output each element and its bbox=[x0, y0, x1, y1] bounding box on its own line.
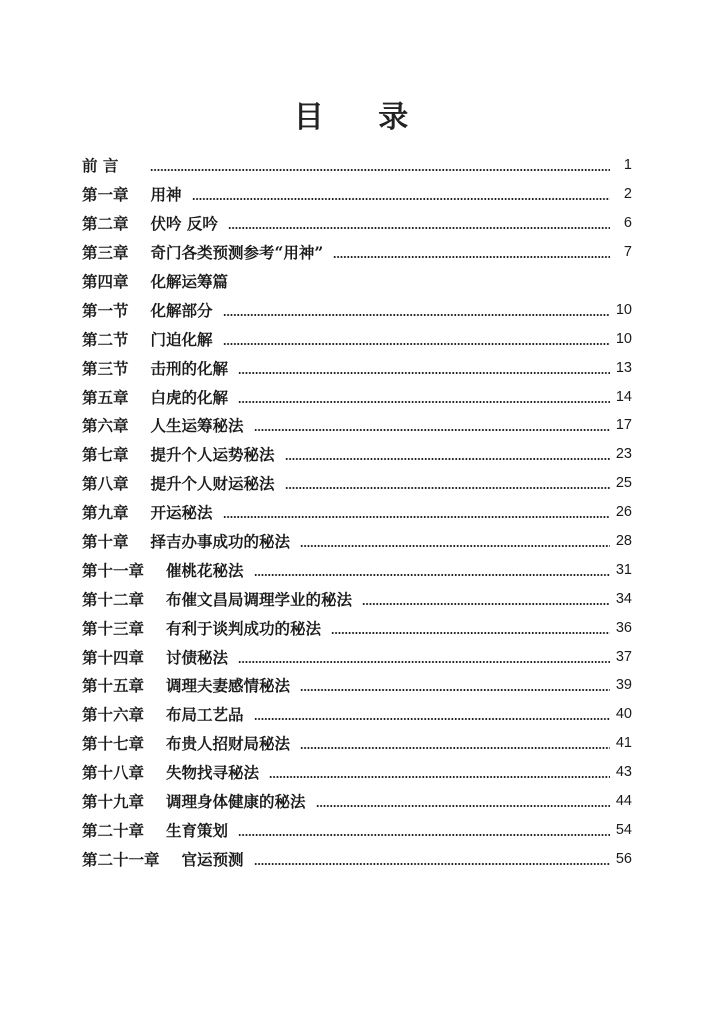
dot-leader bbox=[316, 805, 610, 807]
toc-entry[interactable] bbox=[82, 469, 632, 498]
toc-entry-title: 择吉办事成功的秘法 bbox=[150, 532, 291, 552]
toc-entry-page: 28 bbox=[615, 533, 632, 550]
toc-entry-page: 17 bbox=[615, 417, 632, 434]
toc-entry[interactable] bbox=[82, 238, 632, 267]
toc-entry-page: 34 bbox=[615, 590, 632, 607]
toc-entry[interactable] bbox=[82, 295, 632, 324]
toc-entry-page: 56 bbox=[615, 850, 632, 867]
toc-entry-page: 41 bbox=[615, 735, 632, 752]
toc-entry[interactable] bbox=[82, 267, 632, 296]
dot-leader bbox=[362, 603, 610, 605]
toc-entry-title: 用神 bbox=[150, 185, 182, 205]
toc-entry-page: 10 bbox=[615, 330, 632, 347]
dot-leader bbox=[269, 776, 610, 778]
toc-entry-title: 有利于谈判成功的秘法 bbox=[166, 618, 322, 638]
toc-entry-title: 开运秘法 bbox=[150, 503, 213, 523]
toc-entry[interactable] bbox=[82, 353, 632, 382]
toc-entry[interactable] bbox=[82, 642, 632, 671]
dot-leader bbox=[254, 429, 610, 431]
toc-entry-number: 前 言 bbox=[82, 156, 119, 176]
toc-entry-title: 化解运筹篇 bbox=[150, 272, 229, 291]
toc-entry[interactable] bbox=[82, 700, 632, 729]
toc-entry-number: 第三章 bbox=[82, 243, 129, 263]
dot-leader bbox=[254, 863, 610, 865]
dot-leader bbox=[300, 689, 610, 691]
dot-leader bbox=[254, 718, 610, 720]
toc-entry-number: 第一章 bbox=[82, 185, 129, 205]
toc-entry-title: 奇门各类预测参考“用神” bbox=[150, 243, 324, 263]
table-of-contents bbox=[82, 151, 632, 873]
toc-entry-title: 人生运筹秘法 bbox=[150, 416, 244, 436]
toc-entry[interactable] bbox=[82, 584, 632, 613]
dot-leader bbox=[238, 834, 610, 836]
toc-entry-page: 1 bbox=[623, 157, 632, 174]
toc-entry-number: 第八章 bbox=[82, 474, 129, 494]
toc-entry-page: 43 bbox=[615, 764, 632, 781]
dot-leader bbox=[300, 545, 610, 547]
toc-entry-page: 36 bbox=[615, 619, 632, 636]
toc-entry-page: 7 bbox=[623, 244, 632, 261]
toc-entry-number: 第二章 bbox=[82, 214, 129, 234]
toc-entry-page: 10 bbox=[615, 301, 632, 318]
toc-entry-number: 第二节 bbox=[82, 329, 129, 349]
toc-entry-page: 2 bbox=[623, 186, 632, 203]
toc-entry-page: 54 bbox=[615, 821, 632, 838]
toc-entry[interactable] bbox=[82, 758, 632, 787]
toc-entry[interactable] bbox=[82, 324, 632, 353]
toc-entry-number: 第十八章 bbox=[82, 763, 145, 783]
toc-entry-number: 第九章 bbox=[82, 503, 129, 523]
toc-entry-title: 布催文昌局调理学业的秘法 bbox=[166, 589, 353, 609]
toc-entry[interactable] bbox=[82, 613, 632, 642]
toc-entry-number: 第十六章 bbox=[82, 705, 145, 725]
toc-entry-number: 第十一章 bbox=[82, 560, 145, 580]
toc-entry[interactable] bbox=[82, 411, 632, 440]
dot-leader bbox=[331, 632, 610, 634]
toc-entry[interactable] bbox=[82, 815, 632, 844]
toc-entry-title: 生育策划 bbox=[166, 820, 229, 840]
toc-entry-number: 第十七章 bbox=[82, 734, 145, 754]
toc-entry-title: 布贵人招财局秘法 bbox=[166, 734, 291, 754]
toc-entry-title: 化解部分 bbox=[150, 300, 213, 320]
toc-entry[interactable] bbox=[82, 180, 632, 209]
toc-entry-title: 伏吟 反吟 bbox=[150, 214, 218, 234]
toc-entry-title: 门迫化解 bbox=[150, 329, 213, 349]
dot-leader bbox=[300, 747, 610, 749]
dot-leader bbox=[238, 401, 610, 403]
toc-entry-title: 提升个人运势秘法 bbox=[150, 445, 275, 465]
toc-entry-page: 23 bbox=[615, 446, 632, 463]
dot-leader bbox=[285, 458, 610, 460]
toc-entry-number: 第三节 bbox=[82, 358, 129, 378]
dot-leader bbox=[228, 227, 610, 229]
toc-entry-title: 击刑的化解 bbox=[150, 358, 229, 378]
toc-entry-page: 25 bbox=[615, 475, 632, 492]
toc-entry-number: 第十二章 bbox=[82, 589, 145, 609]
toc-entry-title: 布局工艺品 bbox=[166, 705, 244, 725]
toc-entry[interactable] bbox=[82, 527, 632, 556]
dot-leader bbox=[238, 661, 610, 663]
dot-leader bbox=[192, 198, 610, 200]
toc-entry[interactable] bbox=[82, 671, 632, 700]
toc-entry-number: 第十四章 bbox=[82, 647, 145, 667]
toc-entry-title: 官运预测 bbox=[181, 849, 244, 869]
toc-entry-page: 31 bbox=[615, 561, 632, 578]
toc-entry-number: 第四章 bbox=[82, 272, 129, 291]
toc-entry-title: 讨债秘法 bbox=[166, 647, 229, 667]
toc-entry-number: 第一节 bbox=[82, 300, 129, 320]
toc-entry-number: 第五章 bbox=[82, 387, 129, 407]
dot-leader bbox=[238, 372, 610, 374]
dot-leader bbox=[150, 169, 610, 171]
toc-entry-number: 第十五章 bbox=[82, 676, 145, 696]
dot-leader bbox=[333, 256, 610, 258]
dot-leader bbox=[223, 343, 610, 345]
toc-entry-title: 调理身体健康的秘法 bbox=[166, 792, 306, 812]
toc-entry-title: 调理夫妻感情秘法 bbox=[166, 676, 291, 696]
toc-entry-number: 第六章 bbox=[82, 416, 129, 436]
toc-entry-number: 第十章 bbox=[82, 532, 129, 552]
toc-entry[interactable] bbox=[82, 555, 632, 584]
dot-leader bbox=[285, 487, 610, 489]
page-title: 目 录 bbox=[293, 100, 431, 135]
toc-entry-number: 第十九章 bbox=[82, 792, 145, 812]
toc-entry-page: 40 bbox=[615, 706, 632, 723]
toc-entry-page: 26 bbox=[615, 504, 632, 521]
toc-entry-page: 13 bbox=[615, 359, 632, 376]
toc-entry-page: 39 bbox=[615, 677, 632, 694]
toc-entry[interactable] bbox=[82, 729, 632, 758]
toc-entry[interactable] bbox=[82, 787, 632, 816]
dot-leader bbox=[254, 574, 610, 576]
toc-entry-number: 第二十章 bbox=[82, 820, 145, 840]
toc-entry-page: 37 bbox=[615, 648, 632, 665]
toc-entry-title: 提升个人财运秘法 bbox=[150, 474, 275, 494]
toc-entry[interactable] bbox=[82, 209, 632, 238]
toc-entry-page: 6 bbox=[623, 215, 632, 232]
toc-entry-title: 失物找寻秘法 bbox=[166, 763, 260, 783]
toc-entry-number: 第十三章 bbox=[82, 618, 145, 638]
toc-entry[interactable] bbox=[82, 440, 632, 469]
toc-entry-title: 白虎的化解 bbox=[150, 387, 229, 407]
dot-leader bbox=[223, 516, 610, 518]
toc-entry-number: 第七章 bbox=[82, 445, 129, 465]
toc-entry-page: 44 bbox=[615, 793, 632, 810]
toc-entry[interactable] bbox=[82, 151, 632, 180]
toc-entry[interactable] bbox=[82, 382, 632, 411]
toc-entry[interactable] bbox=[82, 844, 632, 873]
toc-entry-page: 14 bbox=[615, 388, 632, 405]
toc-entry-number: 第二十一章 bbox=[82, 849, 160, 869]
toc-entry-title: 催桃花秘法 bbox=[166, 560, 244, 580]
dot-leader bbox=[223, 314, 610, 316]
toc-entry[interactable] bbox=[82, 498, 632, 527]
